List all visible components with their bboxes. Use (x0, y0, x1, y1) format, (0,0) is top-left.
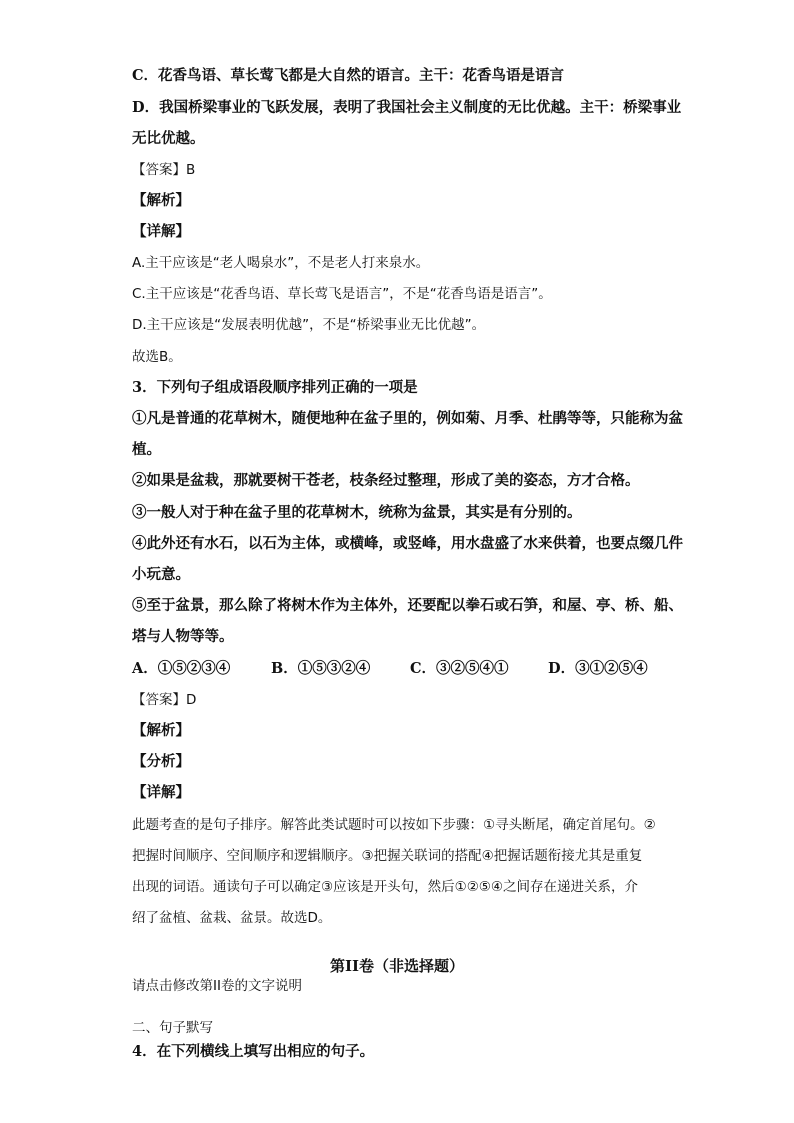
answer-label: 【答案】B (132, 162, 196, 178)
question-3-stem: 3．下列句子组成语段顺序排列正确的一项是 (132, 379, 418, 396)
sentence-1-line1: ①凡是普通的花草树木，随便地种在盆子里的，例如菊、月季、杜鹃等等，只能称为盆 (132, 410, 683, 427)
sentence-4-line1: ④此外还有水石，以石为主体，或横峰，或竖峰，用水盘盛了水来供着，也要点缀几件 (132, 535, 683, 552)
analysis-label-3: 【解析】 (132, 722, 190, 739)
sentence-1-line2: 植。 (132, 441, 161, 458)
option-d-line2: 无比优越。 (132, 130, 205, 147)
detail-label: 【详解】 (132, 223, 190, 240)
conclusion: 故选B。 (132, 349, 182, 365)
sentence-5-line1: ⑤至于盆景，那么除了将树木作为主体外，还要配以拳石或石笋，和屋、亭、桥、船、 (132, 597, 683, 614)
explanation-line4: 绍了盆植、盆栽、盆景。故选D。 (132, 910, 332, 926)
option-b: B．①⑤③②④ (271, 660, 371, 677)
explanation-line2: 把握时间顺序、空间顺序和逻辑顺序。③把握关联词的搭配④把握话题衔接尤其是重复 (132, 848, 643, 864)
detail-a: A.主干应该是“老人喝泉水”，不是老人打来泉水。 (132, 255, 430, 271)
part-2-title: 第II卷（非选择题） (329, 957, 465, 975)
detail-c: C.主干应该是“花香鸟语、草长莺飞是语言”，不是“花香鸟语是语言”。 (132, 286, 552, 302)
sentence-3: ③一般人对于种在盆子里的花草树木，统称为盆景，其实是有分别的。 (132, 504, 582, 521)
analysis-label: 【解析】 (132, 192, 190, 209)
detail-d: D.主干应该是“发展表明优越”，不是“桥梁事业无比优越”。 (132, 317, 486, 333)
option-d-order: D．③①②⑤④ (548, 660, 648, 677)
detail-label-3: 【详解】 (132, 784, 190, 801)
sentence-2: ②如果是盆栽，那就要树干苍老，枝条经过整理，形成了美的姿态，方才合格。 (132, 472, 640, 489)
explanation-line3: 出现的词语。通读句子可以确定③应该是开头句，然后①②⑤④之间存在递进关系，介 (132, 879, 639, 895)
option-a: A．①⑤②③④ (132, 660, 231, 677)
section-heading: 二、句子默写 (132, 1020, 213, 1036)
part-2-note: 请点击修改第II卷的文字说明 (132, 978, 302, 994)
option-c-order: C．③②⑤④① (410, 660, 509, 677)
option-c: C．花香鸟语、草长莺飞都是大自然的语言。主干：花香鸟语是语言 (132, 67, 565, 84)
explanation-line1: 此题考查的是句子排序。解答此类试题时可以按如下步骤：①寻头断尾，确定首尾句。② (132, 817, 656, 833)
answer-label-3: 【答案】D (132, 692, 197, 708)
sentence-4-line2: 小玩意。 (132, 566, 190, 583)
option-d-line1: D．我国桥梁事业的飞跃发展，表明了我国社会主义制度的无比优越。主干：桥梁事业 (132, 99, 682, 116)
sentence-5-line2: 塔与人物等等。 (132, 628, 234, 645)
fenxi-label-3: 【分析】 (132, 753, 190, 770)
question-4-stem: 4．在下列横线上填写出相应的句子。 (132, 1043, 375, 1060)
